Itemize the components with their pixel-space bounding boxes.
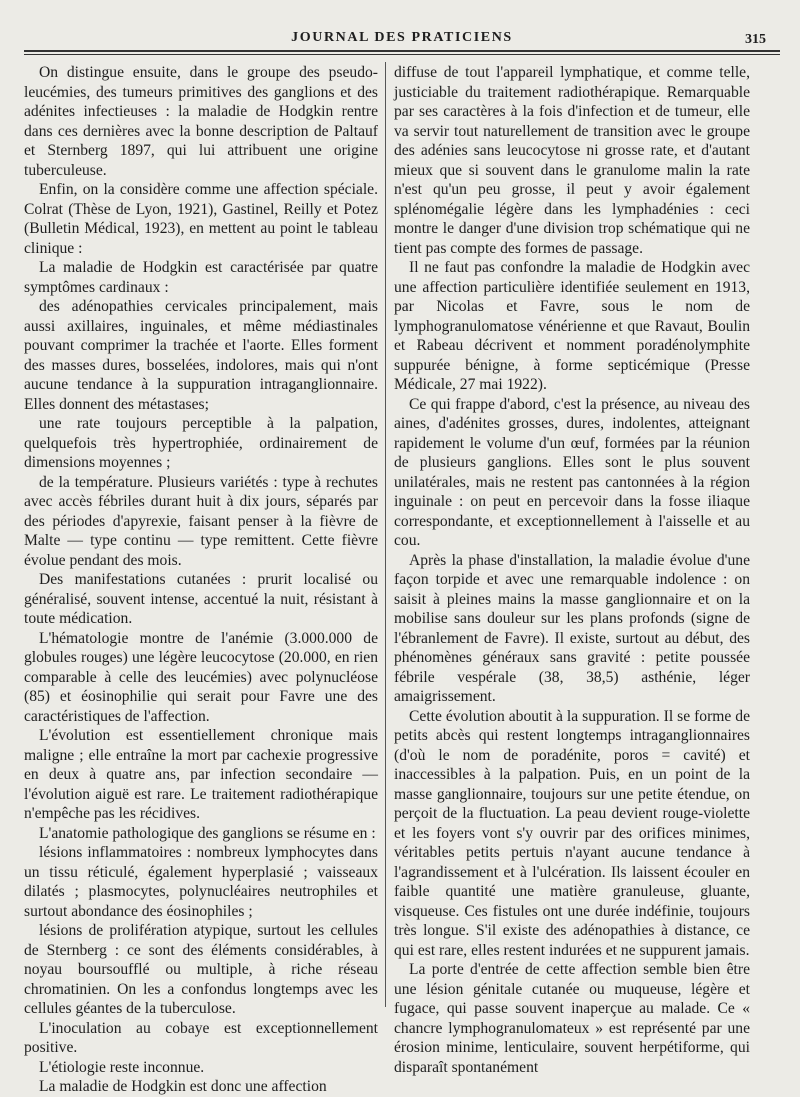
right-column xyxy=(394,63,750,1077)
paragraph: L'évolution est essentiellement chronique mais maligne ; elle entraîne la mort par cachexie progressive en deux à quatre ans, par infection secondaire — l'évolution aiguë est rare. Le traitement radiothérapique n'empêche pas les récidives. xyxy=(24,727,378,822)
paragraph: diffuse de tout l'appareil lymphatique, et comme telle, justiciable du traitement radiothérapique. Remarquable par ses caractères à la fois d'infection et de tumeur, elle va servir tout naturellement de transition avec le groupe des adénies sans leucocytose ni grosse rate, et d'autant mieux que si souvent dans le granulome malin la rate n'est qu'un peu grosse, il peut y avoir également splénomégalie légère dans les lymphadénies : ceci montre le danger d'une division trop schématique qui ne tient pas compte des formes de passage. xyxy=(394,64,750,257)
paragraph: La maladie de Hodgkin est donc une affection xyxy=(39,1078,327,1095)
paragraph: lésions inflammatoires : nombreux lymphocytes dans un tissu réticulé, également hyperplasié ; vaisseaux dilatés ; plasmocytes, polynucléaires neutrophiles et surtout abondance des éosinophiles ; xyxy=(24,844,378,920)
paragraph: L'hématologie montre de l'anémie (3.000.000 de globules rouges) une légère leucocytose (20.000, en rien comparable à celle des leucémies) avec polynucléose (85) et éosinophilie qui serait pour Favre une des caractéristiques de l'affection. xyxy=(24,629,378,725)
paragraph: Après la phase d'installation, la maladie évolue d'une façon torpide et avec une remarquable indolence : on saisit à pleines mains la masse ganglionnaire et on la mobilise sans douleur sur les plans profonds (signe de l'ébranlement de Favre). Il existe, surtout au début, des phénomènes généraux sans gravité : petite poussée fébrile vespérale (38, 38,5) asthénie, léger amaigrissement. xyxy=(394,551,750,705)
paragraph: de la température. Plusieurs variétés : type à rechutes avec accès fébriles durant huit à dix jours, séparés par des périodes d'apyrexie, faisant penser à la fièvre de Malte — type continu — type remittent. Cette fièvre évolue pendant des mois. xyxy=(24,473,378,569)
running-title: JOURNAL DES PRATICIENS xyxy=(291,30,513,45)
header-rule xyxy=(24,50,780,55)
paragraph: Enfin, on la considère comme une affection spéciale. Colrat (Thèse de Lyon, 1921), Gastinel, Reilly et Potez (Bulletin Médical, 1923), en mettent au point le tableau clinique : xyxy=(24,181,378,257)
page-number: 315 xyxy=(745,32,766,47)
page-header xyxy=(24,30,780,52)
paragraph: L'anatomie pathologique des ganglions se résume en : xyxy=(39,824,376,842)
paragraph: une rate toujours perceptible à la palpation, quelquefois très hypertrophiée, ordinairement de dimensions moyennes ; xyxy=(24,415,378,471)
paragraph: On distingue ensuite, dans le groupe des pseudo-leucémies, des tumeurs primitives des ganglions et des adénites infectieuses : la maladie de Hodgkin rentre dans ces dernières avec la bonne description de Paltauf et Sternberg 1897, qui lui attribuent une origine tuberculeuse. xyxy=(24,64,378,179)
paragraph: Il ne faut pas confondre la maladie de Hodgkin avec une affection particulière identifiée seulement en 1913, par Nicolas et Favre, sous le nom de lymphogranulomatose vénérienne et que Ravaut, Boulin et Rabeau décrivent et nomment poradénolymphite suppurée bénigne, à forme septicémique (Presse Médicale, 27 mai 1922). xyxy=(394,259,750,393)
paragraph: L'étiologie reste inconnue. xyxy=(39,1058,205,1076)
paragraph: L'inoculation au cobaye est exceptionnellement positive. xyxy=(24,1019,378,1056)
paragraph: La maladie de Hodgkin est caractérisée par quatre symptômes cardinaux : xyxy=(24,259,378,296)
paragraph: des adénopathies cervicales principalement, mais aussi axillaires, inguinales, et même médiastinales pouvant comprimer la trachée et l'aorte. Elles forment des masses dures, bosselées, indolores, mais qui n'ont aucune tendance à la suppuration intraganglionnaire. Elles donnent des métastases; xyxy=(24,298,378,413)
paragraph: lésions de prolifération atypique, surtout les cellules de Sternberg : ce sont des éléments considérables, à noyau boursoufflé ou multiple, à riche réseau chromatinien. On les a confondus longtemps avec les cellules géantes de la tuberculose. xyxy=(24,922,378,1017)
paragraph: Cette évolution aboutit à la suppuration. Il se forme de petits abcès qui restent longtemps intraganglionnaires (d'où le nom de poradénite, poros = cavité) et inaccessibles à la palpation. Puis, en un point de la masse ganglionnaire, toujours sur une petite étendue, on perçoit de la fluctuation. La peau devient rouge-violette et les foyers vont s'y ouvrir par des orifices minimes, véritables petits pertuis n'ayant aucune tendance à l'agrandissement et à l'ulcération. Ils laissent écouler en faible quantité une matière granuleuse, gluante, visqueuse. Ces fistules ont une durée indéfinie, toujours très longue. S'il existe des adénopathies à distance, ce qui est rare, elles restent indurées et ne suppurent jamais. xyxy=(394,707,750,959)
paragraph: Ce qui frappe d'abord, c'est la présence, au niveau des aines, d'adénites grosses, dures, indolentes, atteignant rapidement le volume d'un œuf, formées par la réunion de plusieurs ganglions. Elles sont le plus souvent unilatérales, mais ne restent pas cantonnées à la région inguinale : on peut en percevoir dans la fosse iliaque correspondante, et exceptionnellement à l'aisselle et au cou. xyxy=(394,395,750,549)
paragraph: Des manifestations cutanées : prurit localisé ou généralisé, souvent intense, accentué la nuit, résistant à toute médication. xyxy=(24,571,378,627)
left-column xyxy=(24,63,378,1097)
column-divider xyxy=(385,62,386,1007)
paragraph: La porte d'entrée de cette affection semble bien être une lésion génitale cutanée ou muqueuse, légère et fugace, qui passe souvent inaperçue au malade. Ce « chancre lymphogranulomateux » est représenté par une érosion minime, lenticulaire, souvent herpétiforme, qui disparaît spontanément xyxy=(394,961,750,1076)
